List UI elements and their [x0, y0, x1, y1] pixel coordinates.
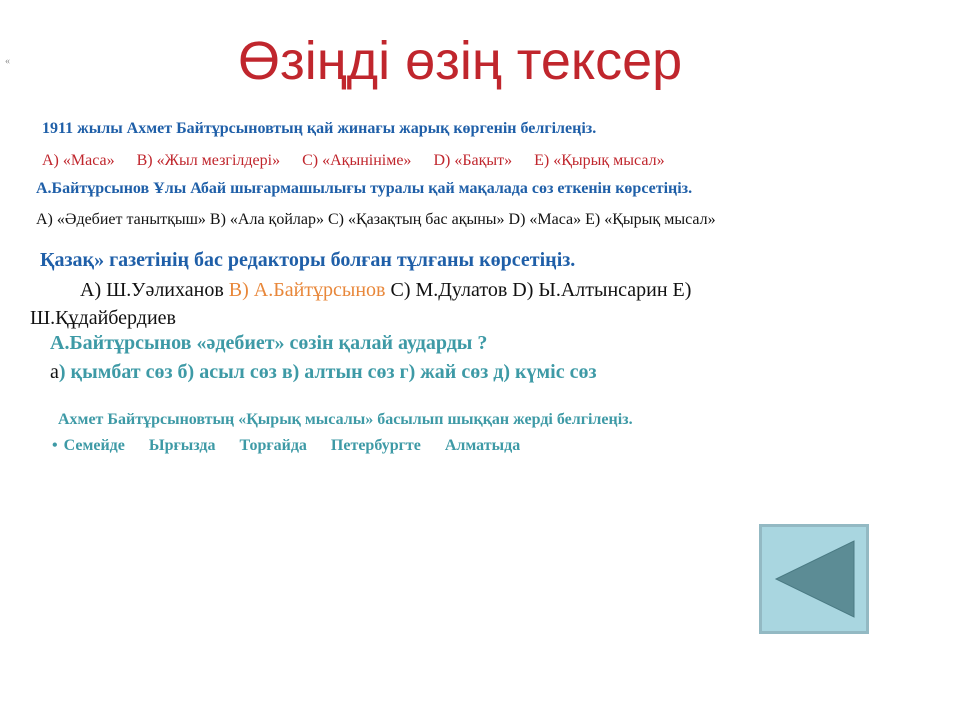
- question-4-options: [50, 361, 597, 384]
- question-5: Ахмет Байтұрсыновтың «Қырық мысалы» басылып шыққан жерді белгілеңіз.: [58, 411, 633, 428]
- q1-option-e: Е) «Қырық мысал»: [534, 152, 665, 169]
- q1-option-b: В) «Жыл мезгілдері»: [136, 152, 281, 169]
- q1-option-c: С) «Ақынініме»: [302, 152, 412, 169]
- bullet-icon: •: [52, 437, 58, 454]
- question-1: 1911 жылы Ахмет Байтұрсыновтың қай жинағы жарық көргенін белгілеңіз.: [42, 120, 597, 137]
- corner-mark: «: [5, 56, 10, 67]
- q5-city-4: Петербургте: [330, 437, 421, 454]
- question-3: Қазақ» газетінің бас редакторы болған тұлғаны көрсетіңіз.: [40, 249, 576, 271]
- q1-option-d: D) «Бақыт»: [433, 152, 513, 169]
- q3-option-b-highlight: В) А.Байтұрсынов: [228, 279, 386, 301]
- q5-city-2: Ырғызда: [148, 437, 216, 454]
- question-5-options: [52, 437, 520, 455]
- q4-answer-prefix: а: [50, 361, 59, 383]
- q4-answer-rest: ) қымбат сөз б) асыл сөз в) алтын сөз г) жай сөз д) күміс сөз: [58, 361, 597, 383]
- question-3-options: [80, 279, 691, 302]
- q1-option-a: А) «Маса»: [42, 152, 115, 169]
- q5-city-5: Алматыда: [444, 437, 521, 454]
- q5-city-3: Торғайда: [239, 437, 307, 454]
- q3-option-rest: С) М.Дулатов D) Ы.Алтынсарин Е): [385, 279, 692, 301]
- question-3-option-e-wrap: Ш.Құдайбердиев: [30, 307, 176, 329]
- question-2: А.Байтұрсынов Ұлы Абай шығармашылығы туралы қай мақалада сөз еткенін көрсетіңіз.: [36, 180, 693, 197]
- back-arrow-icon: [762, 527, 866, 631]
- page-title: Өзіңді өзің тексер: [238, 31, 683, 91]
- back-button[interactable]: [759, 524, 869, 634]
- question-1-options: [42, 152, 665, 170]
- question-4: А.Байтұрсынов «әдебиет» сөзін қалай аударды ?: [50, 332, 488, 354]
- q5-city-1: Семейде: [63, 437, 125, 454]
- q3-option-a: А) Ш.Уәлиханов: [80, 279, 229, 301]
- question-2-options: А) «Әдебиет танытқыш» В) «Ала қойлар» С) «Қазақтың бас ақыны» D) «Маса» Е) «Қырық мысал»: [36, 211, 716, 228]
